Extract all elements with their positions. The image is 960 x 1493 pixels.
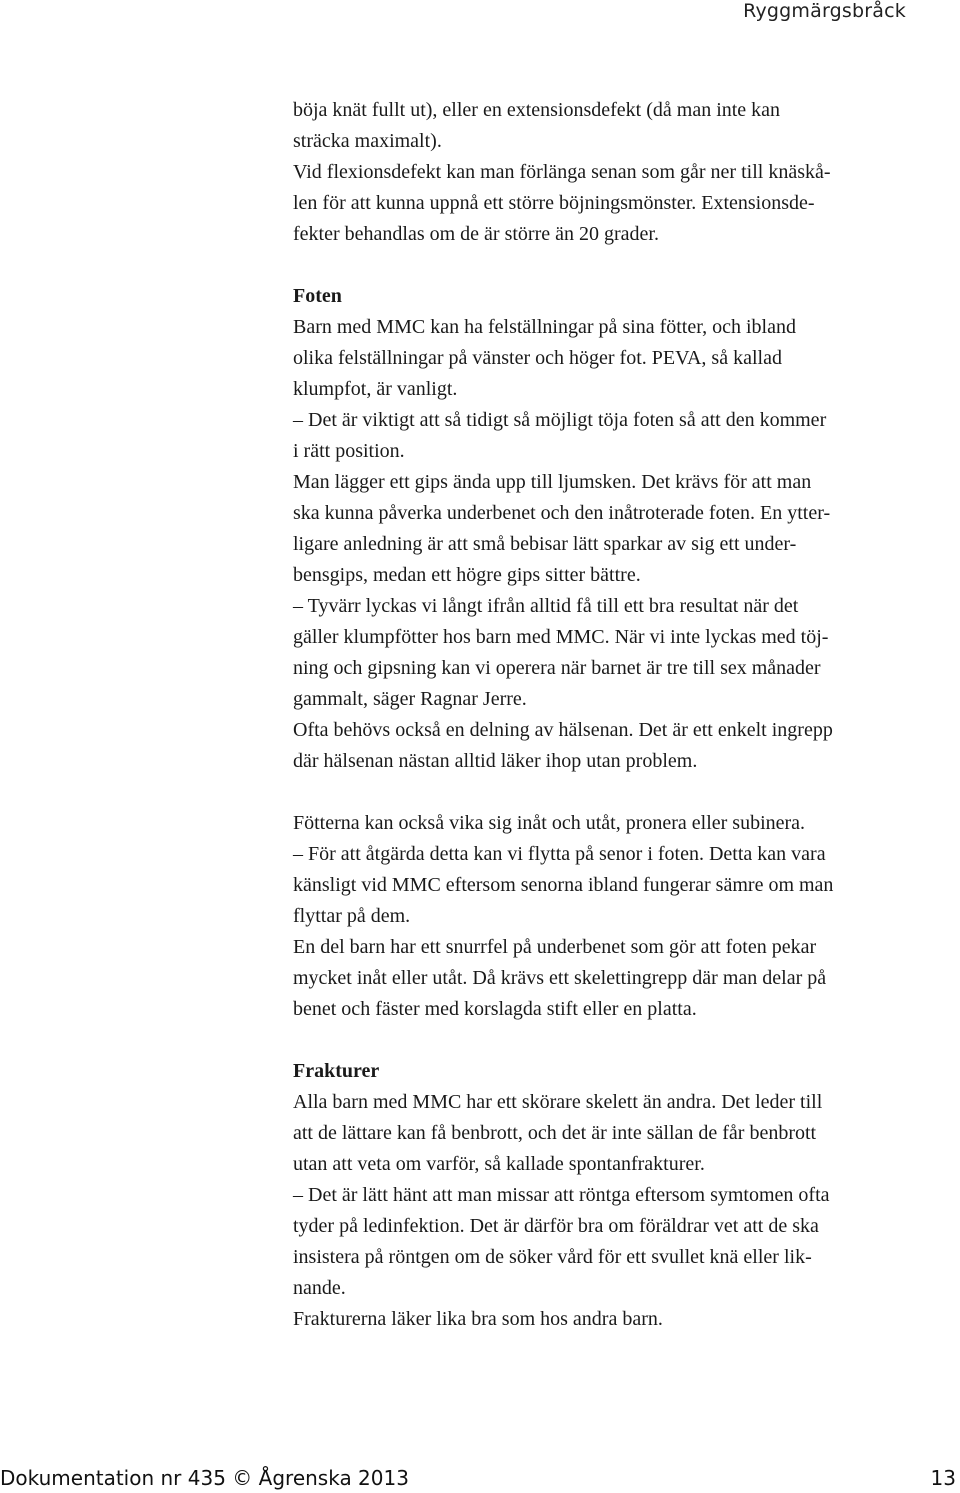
text-line: En del barn har ett snurrfel på underbenet som gör att foten pekar (293, 936, 817, 958)
text-line: ning och gipsning kan vi operera när barnet är tre till sex månader (293, 657, 821, 679)
text-line: – För att åtgärda detta kan vi flytta på senor i foten. Detta kan vara (293, 843, 826, 865)
footer-publication: Dokumentation nr 435 © Ågrenska 2013 (0, 1466, 409, 1490)
text-line: där hälsenan nästan alltid läker ihop utan problem. (293, 750, 698, 772)
text-line: ska kunna påverka underbenet och den inåtroterade foten. En ytter- (293, 502, 831, 524)
text-line: sträcka maximalt). (293, 130, 442, 152)
text-line: tyder på ledinfektion. Det är därför bra om föräldrar vet att de ska (293, 1215, 819, 1237)
text-line: gäller klumpfötter hos barn med MMC. När vi inte lyckas med töj- (293, 626, 829, 648)
text-line: i rätt position. (293, 440, 405, 462)
page-number: 13 (930, 1466, 956, 1490)
text-line: benet och fäster med korslagda stift eller en platta. (293, 998, 697, 1020)
text-line: Alla barn med MMC har ett skörare skelett än andra. Det leder till (293, 1091, 823, 1113)
text-line: böja knät fullt ut), eller en extensionsdefekt (då man inte kan (293, 99, 781, 121)
section-heading: Frakturer (293, 1060, 380, 1082)
text-line: Vid flexionsdefekt kan man förlänga senan som går ner till knäskå- (293, 161, 831, 183)
text-line: utan att veta om varför, så kallade spontanfrakturer. (293, 1153, 705, 1175)
text-line: fekter behandlas om de är större än 20 grader. (293, 223, 659, 245)
text-line: Fötterna kan också vika sig inåt och utåt, pronera eller subinera. (293, 812, 806, 834)
text-line: olika felställningar på vänster och höger fot. PEVA, så kallad (293, 347, 782, 369)
text-line: flyttar på dem. (293, 905, 411, 927)
text-line: – Det är viktigt att så tidigt så möjligt töja foten så att den kommer (293, 409, 827, 431)
text-line: – Tyvärr lyckas vi långt ifrån alltid få till ett bra resultat när det (293, 595, 799, 617)
text-line: känsligt vid MMC eftersom senorna ibland fungerar sämre om man (293, 874, 834, 896)
text-line: nande. (293, 1277, 346, 1299)
text-line: insistera på röntgen om de söker vård för ett svullet knä eller lik- (293, 1246, 812, 1268)
text-line: att de lättare kan få benbrott, och det är inte sällan de får benbrott (293, 1122, 817, 1144)
text-line: Frakturerna läker lika bra som hos andra barn. (293, 1308, 663, 1330)
text-line: Barn med MMC kan ha felställningar på sina fötter, och ibland (293, 316, 796, 338)
text-line: gammalt, säger Ragnar Jerre. (293, 688, 527, 710)
text-line: len för att kunna uppnå ett större böjningsmönster. Extensionsde- (293, 192, 815, 214)
section-heading: Foten (293, 285, 342, 307)
text-line: – Det är lätt hänt att man missar att röntga eftersom symtomen ofta (293, 1184, 830, 1206)
running-header-title: Ryggmärgsbråck (743, 0, 906, 22)
text-line: Ofta behövs också en delning av hälsenan. Det är ett enkelt ingrepp (293, 719, 833, 741)
paragraph-spacer (293, 250, 933, 281)
text-line: klumpfot, är vanligt. (293, 378, 458, 400)
text-line: ligare anledning är att små bebisar lätt sparkar av sig ett under- (293, 533, 797, 555)
text-line: mycket inåt eller utåt. Då krävs ett skelettingrepp där man delar på (293, 967, 827, 989)
paragraph-spacer (293, 1025, 933, 1056)
paragraph-spacer (293, 777, 933, 808)
article-body (293, 95, 933, 1335)
text-line: bensgips, medan ett högre gips sitter bättre. (293, 564, 641, 586)
text-line: Man lägger ett gips ända upp till ljumsken. Det krävs för att man (293, 471, 812, 493)
